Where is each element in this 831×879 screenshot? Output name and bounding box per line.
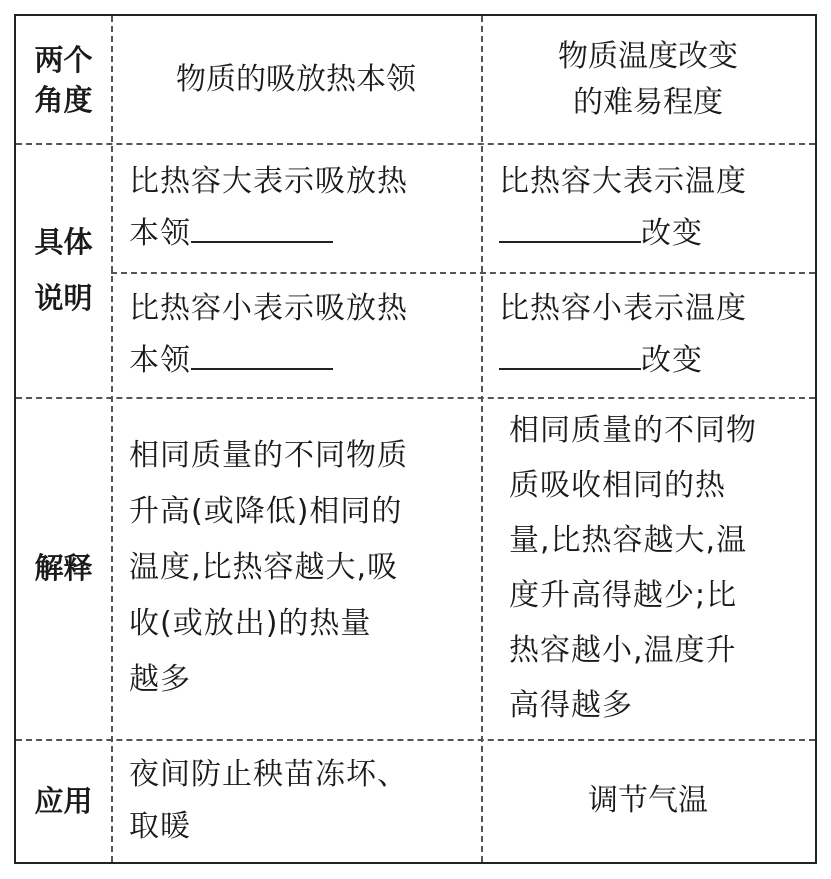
apply-row-label: 应用: [34, 783, 93, 818]
explain-left-line: 相同质量的不同物质: [129, 438, 408, 473]
header-heat-ability: 物质的吸放热本领: [176, 61, 416, 97]
detail-big-left: [111, 143, 481, 272]
apply-left-line2: 取暖: [129, 808, 191, 844]
fill-blank[interactable]: [191, 338, 333, 370]
explain-right-line: 度升高得越少;比: [509, 578, 738, 613]
explain-right-line: 热容越小,温度升: [509, 633, 737, 668]
detail-small-left-line1: 比热容小表示吸放热: [129, 290, 408, 326]
apply-right: 调节气温: [588, 782, 708, 818]
detail-small-left-line2: 本领: [129, 342, 191, 378]
detail-small-right-line2: 改变: [641, 342, 703, 378]
detail-big-left-line2: 本领: [129, 215, 191, 251]
explain-left-line: 越多: [129, 662, 191, 697]
header-angle-label: 两个 角度: [34, 42, 93, 117]
detail-small-right-line1: 比热容小表示温度: [499, 290, 747, 326]
detail-small-left: [111, 272, 481, 397]
apply-left-line1: 夜间防止秧苗冻坏、: [129, 756, 408, 792]
apply-left: [111, 739, 481, 862]
detail-big-right: [481, 143, 815, 272]
explain-right-line: 量,比热容越大,温: [509, 523, 748, 558]
detail-big-right-line2: 改变: [641, 215, 703, 251]
explain-right-line: 相同质量的不同物: [509, 413, 757, 448]
detail-row-label: 具体 说明: [34, 225, 93, 315]
fill-blank[interactable]: [499, 338, 641, 370]
explain-left: [111, 397, 481, 739]
detail-big-left-line1: 比热容大表示吸放热: [129, 163, 408, 199]
explain-left-line: 升高(或降低)相同的: [129, 494, 403, 529]
detail-big-right-line1: 比热容大表示温度: [499, 163, 747, 199]
comparison-table: [14, 14, 817, 864]
explain-left-line: 温度,比热容越大,吸: [129, 550, 399, 585]
detail-small-right: [481, 272, 815, 397]
explain-right-line: 高得越多: [509, 688, 633, 723]
header-temperature-change-line2: 的难易程度: [573, 84, 723, 120]
fill-blank[interactable]: [499, 211, 641, 243]
explain-row-label: 解释: [34, 551, 93, 585]
header-temperature-change-line1: 物质温度改变: [558, 38, 738, 74]
explain-right: [481, 397, 815, 739]
fill-blank[interactable]: [191, 211, 333, 243]
explain-right-line: 质吸收相同的热: [509, 468, 726, 503]
explain-left-line: 收(或放出)的热量: [129, 606, 372, 641]
header-temperature-change: [481, 16, 815, 143]
